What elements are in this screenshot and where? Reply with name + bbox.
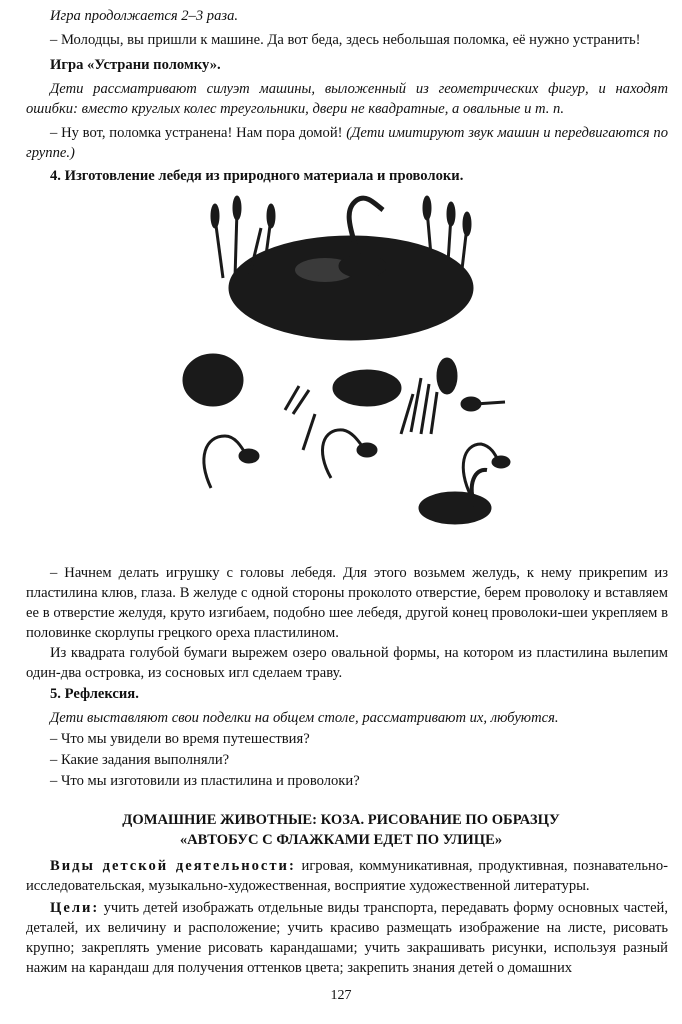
goals-text: учить детей изображать отдельные виды транспорта, передавать форму основных частей, деталей, их величину и расположение; учить красиво размещать изображение на листе, рисовать крупно; закреплять умение рисовать карандашами; учить закрашивать рисунки, используя разный нажим на карандаш для получения оттенков цвета; закрепить знания детей о домашних (26, 900, 668, 976)
swan-body-main (339, 254, 387, 278)
game-description: Дети рассматривают силуэт машины, выложенный из геометрических фигур, и находят ошибки: вместо круглых колес треугольники, двери не квадратные, а овальные и т. п. (26, 81, 668, 117)
activities-paragraph (26, 856, 668, 896)
finished-swan-body (419, 492, 491, 524)
question-2: – Какие задания выполняли? (50, 752, 230, 768)
section-5-title: 5. Рефлексия. (50, 686, 139, 702)
activities-text: игровая, коммуникативная, продуктивная, познавательно-исследовательская, музыкально-художественная, восприятие художественной литературы. (26, 858, 668, 894)
game-repeat-note: Игра продолжается 2–3 раза. (50, 8, 239, 24)
activities-label: Виды детской деятельности: (50, 858, 296, 874)
reflection-description: Дети выставляют свои поделки на общем столе, рассматривают их, любуются. (50, 710, 559, 726)
game-title: Игра «Устрани поломку». (50, 57, 221, 73)
dialogue-repair-note: (Дети имитируют звук машин и передвигаются по группе.) (26, 125, 668, 161)
dialogue-repair-speech: – Ну вот, поломка устранена! Нам пора домой! (50, 125, 347, 141)
section-4-title: 4. Изготовление лебедя из природного материала и проволоки. (50, 168, 464, 184)
dialogue-repair-done (26, 123, 668, 163)
question-1: – Что мы увидели во время путешествия? (50, 731, 310, 747)
swan-craft-illustration (175, 188, 535, 543)
page-number: 127 (330, 988, 352, 1003)
swan-instructions-1: – Начнем делать игрушку с головы лебедя. Для этого возьмем желудь, к нему прикрепим из пластилина клюв, глаза. В желуде с одной стороны проколото отверстие, берем проволоку и вставляем ее в отверстие желудя, круто изгибаем, подобно шее лебедя, другой конец проволоки-шеи укрепляем в половинке скорлупы грецкого ореха пластилином. (26, 565, 668, 641)
swan-instructions-2: Из квадрата голубой бумаги вырежем озеро овальной формы, на котором из пластилина вылепим один-два островка, из сосновых игл сделаем траву. (26, 645, 668, 681)
walnut-shell-1 (183, 354, 243, 406)
goals-paragraph (26, 898, 668, 978)
lesson-heading-line-2: «АВТОБУС С ФЛАЖКАМИ ЕДЕТ ПО УЛИЦЕ» (179, 832, 503, 848)
dialogue-car: – Молодцы, вы пришли к машине. Да вот беда, здесь небольшая поломка, её нужно устранить! (50, 32, 641, 48)
lesson-heading-line-1: ДОМАШНИЕ ЖИВОТНЫЕ: КОЗА. РИСОВАНИЕ ПО ОБРАЗЦУ (122, 812, 560, 828)
goals-label: Цели: (50, 900, 100, 916)
swan-neck-small-1 (204, 436, 247, 488)
walnut-shell-2 (333, 370, 401, 406)
question-3: – Что мы изготовили из пластилина и проволоки? (50, 773, 360, 789)
